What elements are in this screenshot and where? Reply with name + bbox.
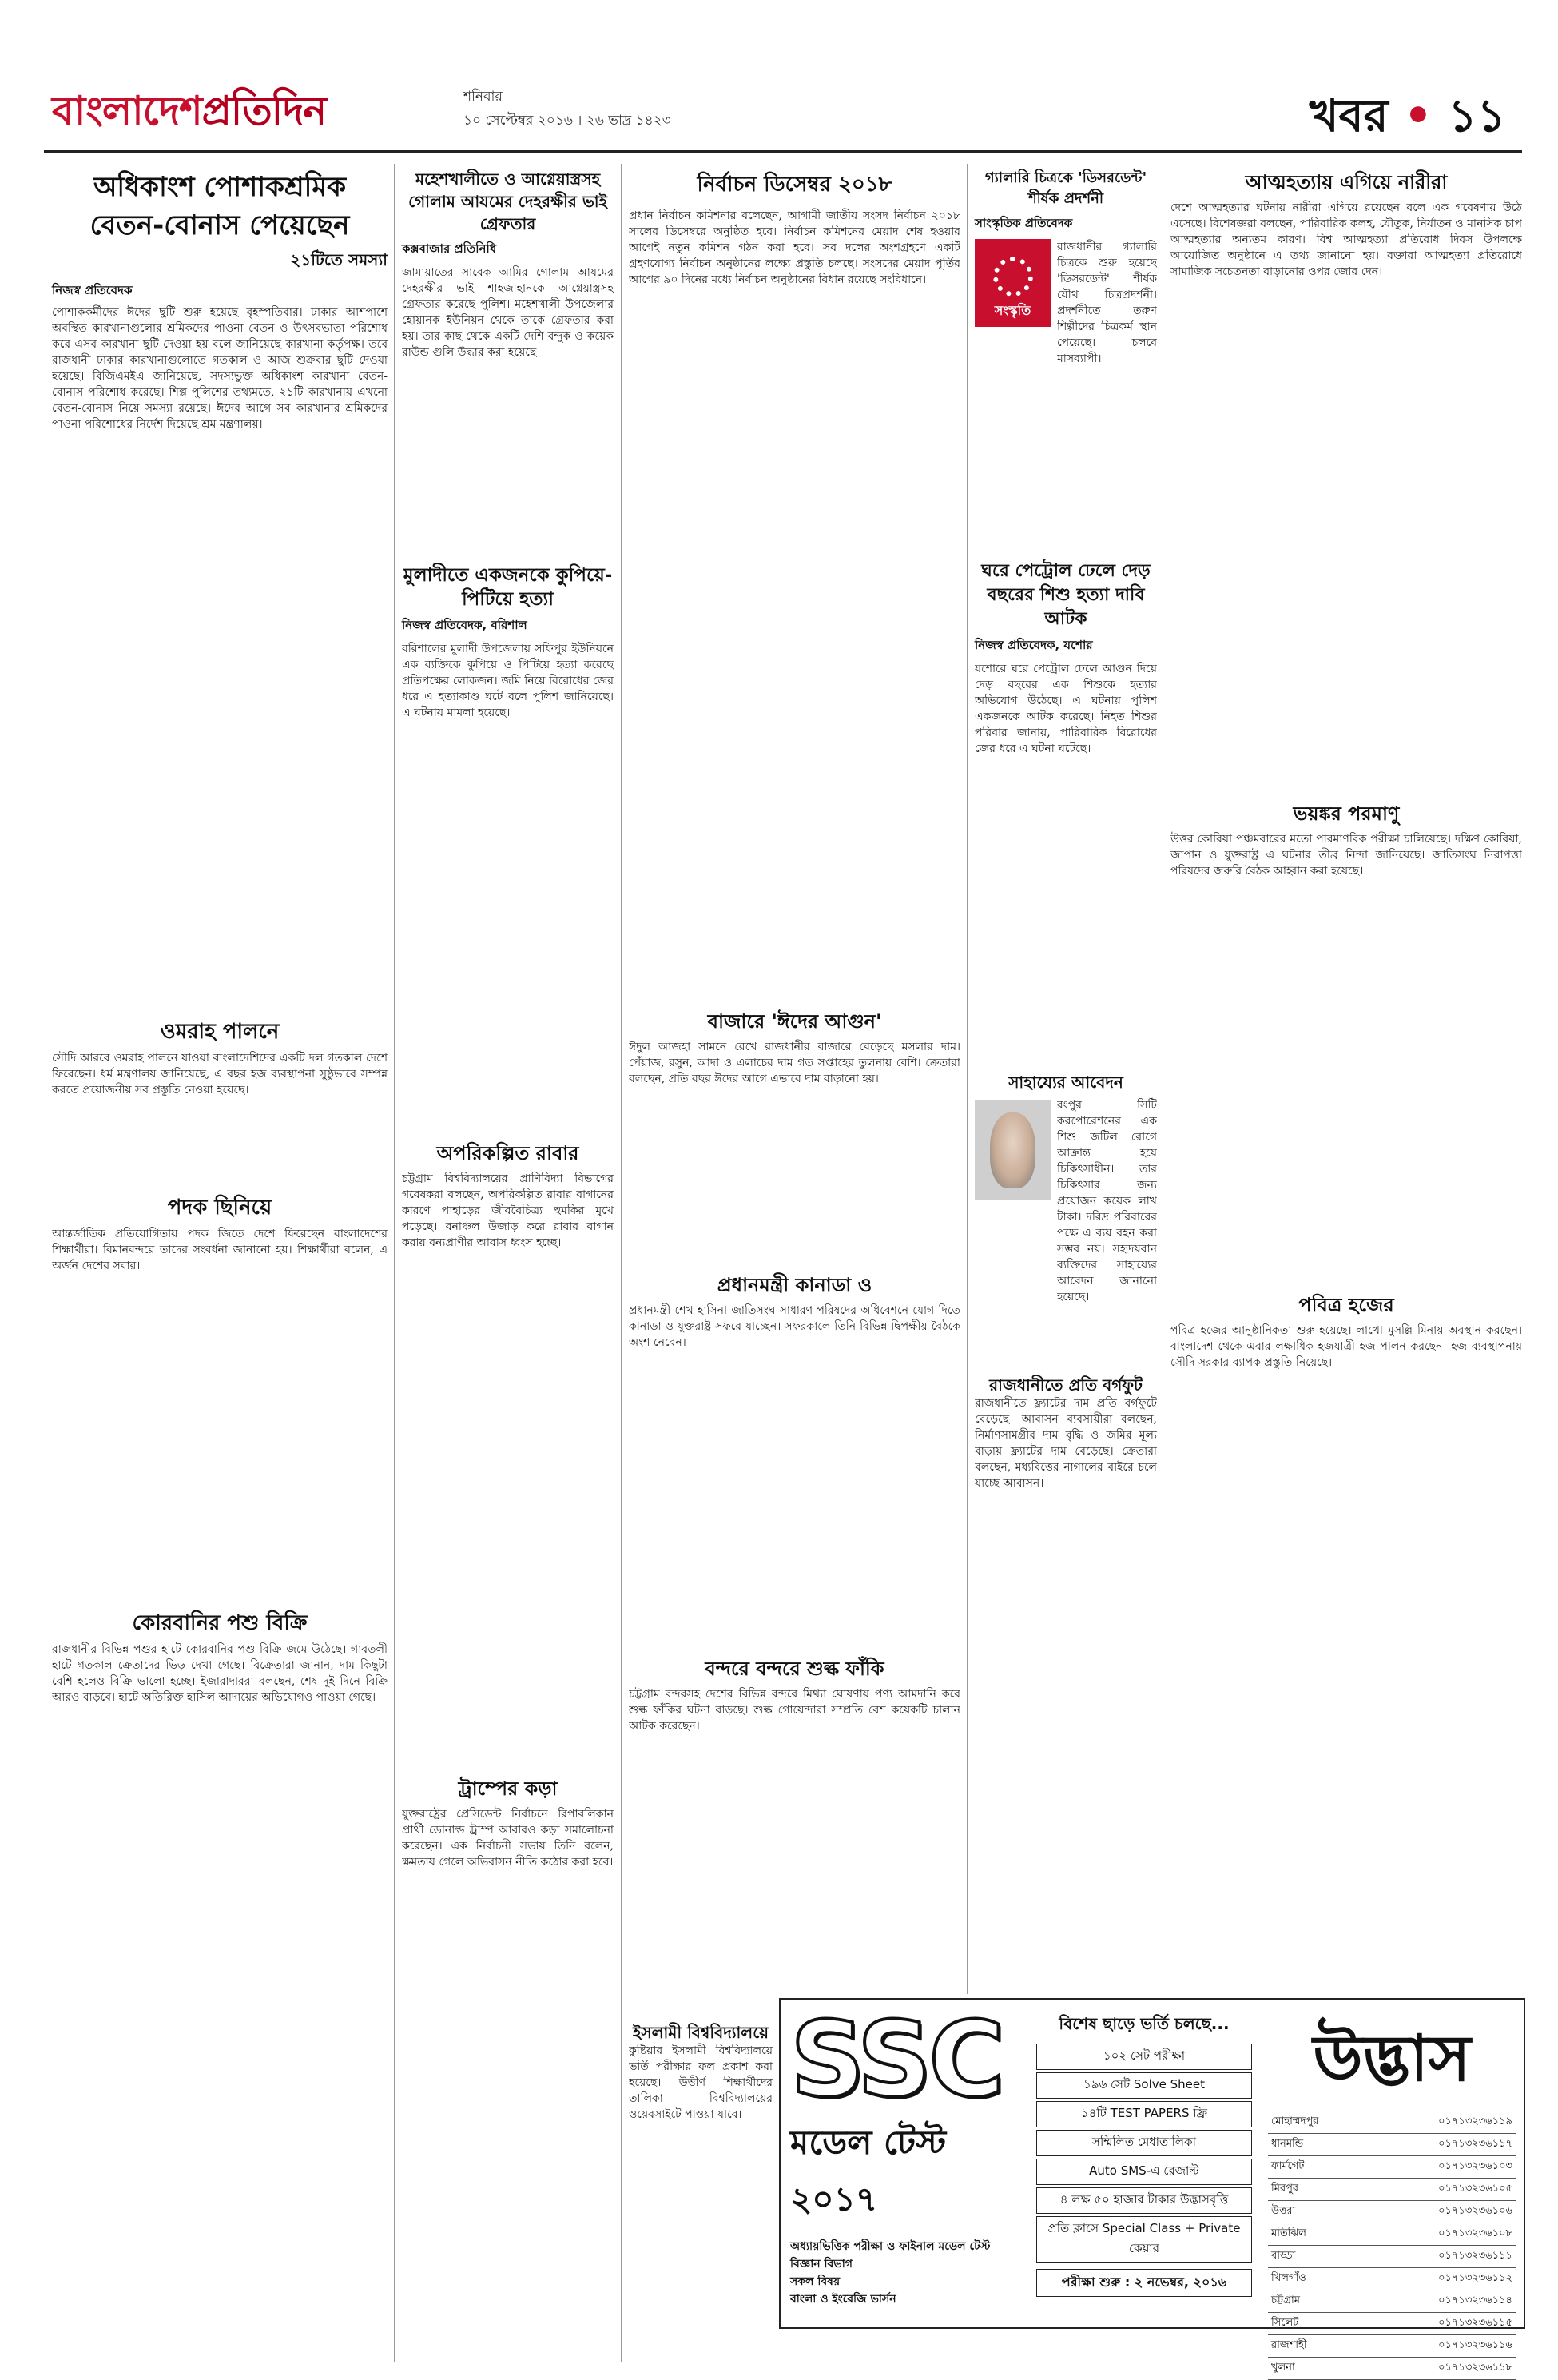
ad-feature: বিজ্ঞান বিভাগ [790, 2258, 853, 2271]
headline: ঘরে পেট্রোল ঢেলে দেড় বছরের শিশু হত্যা দাবি আটক [981, 561, 1151, 629]
article-body: চট্টগ্রাম বিশ্ববিদ্যালয়ের প্রাণিবিদ্যা বিভাগের গবেষকরা বলছেন, অপরিকল্পিত রাবার বাগানের কারণে পাহাড়ের জীববৈচিত্র্য হুমকির মুখে পড়েছে। বনাঞ্চল উজাড় করে রাবার বাগান করায় বন্যপ্রাণীর আবাস ধ্বংস হচ্ছে। [402, 1172, 614, 1249]
branch-phone: ০১৭১৩২৩৬১১২ [1438, 2272, 1512, 2284]
branch-name: ফার্মগেট [1271, 2160, 1305, 2172]
headline: আত্মহত্যায় এগিয়ে নারীরা [1245, 171, 1448, 193]
ad-feature: বাংলা ও ইংরেজি ভার্সন [790, 2293, 896, 2306]
article-body: উত্তর কোরিয়া পঞ্চমবারের মতো পারমাণবিক পরীক্ষা চালিয়েছে। দক্ষিণ কোরিয়া, জাপান ও যুক্তরাষ্ট্র এ ঘটনার তীব্র নিন্দা জানিয়েছে। জাতিসংঘ নিরাপত্তা পরিষদের জরুরি বৈঠক আহ্বান করা হয়েছে। [1170, 833, 1522, 878]
branch-row [1268, 2179, 1516, 2201]
ad-subtitle: মডেল টেস্ট ২০১৭ [790, 2123, 947, 2219]
branch-phone: ০১৭১৩২৩৬১১৪ [1438, 2294, 1512, 2306]
article-hajj[interactable] [1170, 1291, 1522, 1986]
ad-item: ১৪টি TEST PAPERS ফ্রি [1036, 2101, 1252, 2127]
column-divider [394, 164, 395, 2362]
culture-emblem [975, 239, 1051, 327]
headline: মহেশখালীতে ও আগ্নেয়াস্ত্রসহ গোলাম আযমের দেহরক্ষীর ভাই গ্রেফতার [408, 169, 607, 233]
article-body: জামায়াতের সাবেক আমির গোলাম আযমের দেহরক্ষীর ভাই শাহজাহানকে আগ্নেয়াস্ত্রসহ গ্রেফতার করেছে পুলিশ। মহেশখালী উপজেলার হোয়ানক ইউনিয়ন থেকে তাকে গ্রেফতার করা হয়। তার কাছ থেকে একটি দেশি বন্দুক ও কয়েক রাউন্ড গুলি উদ্ধার করা হয়েছে। [402, 266, 614, 359]
newspaper-logo[interactable] [52, 82, 326, 148]
branch-row [1268, 2201, 1516, 2223]
branch-row [1268, 2290, 1516, 2313]
byline: নিজস্ব প্রতিবেদক, যশোর [975, 638, 1093, 652]
branch-name: বাড্ডা [1271, 2250, 1296, 2262]
branch-name: রাজশাহী [1271, 2339, 1307, 2351]
ad-exam-start: পরীক্ষা শুরু : ২ নভেম্বর, ২০১৬ [1036, 2269, 1252, 2297]
article-suicide[interactable] [1170, 168, 1522, 807]
branch-row [1268, 2134, 1516, 2156]
byline: নিজস্ব প্রতিবেদক, বরিশাল [402, 618, 527, 632]
article-body: আন্তর্জাতিক প্রতিযোগিতায় পদক জিতে দেশে ফিরেছেন বাংলাদেশের শিক্ষার্থীরা। বিমানবন্দরে তাদের সংবর্ধনা জানানো হয়। শিক্ষার্থীরা বলেন, এ অর্জন দেশের সবার। [52, 1228, 388, 1272]
ad-item: ১৯৬ সেট Solve Sheet [1036, 2072, 1252, 2099]
article-garment-workers[interactable] [52, 168, 388, 1040]
branch-name: মিরপুর [1271, 2183, 1299, 2195]
article-body: পোশাককর্মীদের ঈদের ছুটি শুরু হয়েছে বৃহস্পতিবার। ঢাকার আশপাশে অবস্থিত কারখানাগুলোর শ্রমিকদের পাওনা বেতন ও উৎসবভাতা পরিশোধ করে এসব কারখানা ছুটি দেওয়া হয় বলে জানিয়েছে কারখানা কর্তৃপক্ষ। তবে রাজধানী ঢাকার কারখানাগুলোতে গতকাল ও আজ শুক্রবার ছুটি দেওয়া হয়েছে। বিজিএমইএ জানিয়েছে, সদস্যভুক্ত অধিকাংশ কারখানা বেতন-বোনাস পরিশোধ করেছে। শিল্প পুলিশের তথ্যমতে, ২১টি কারখানায় এখনো বেতন-বোনাস নিয়ে সমস্যা রয়েছে। ঈদের আগে সব কারখানার শ্রমিকদের পাওনা পরিশোধের নির্দেশ দিয়েছে শ্রম মন্ত্রণালয়। [52, 306, 388, 431]
branch-row [1268, 2335, 1516, 2358]
masthead-rule [44, 150, 1522, 153]
branch-name: উত্তরা [1271, 2205, 1296, 2217]
subhead: ২১টিতে সমস্যা [52, 245, 388, 275]
article-cattle-sale[interactable] [52, 1606, 388, 2329]
branch-name: মোহাম্মদপুর [1271, 2115, 1319, 2127]
ad-feature: অধ্যায়ভিত্তিক পরীক্ষা ও ফাইনাল মডেল টেস্ট [790, 2240, 991, 2253]
article-rubber[interactable] [402, 1139, 614, 1746]
article-child-murder[interactable] [975, 559, 1157, 1069]
column-divider [621, 164, 622, 2362]
headline: কোরবানির পশু বিক্রি [132, 1611, 308, 1635]
headline: বন্দরে বন্দরে শুল্ক ফাঁকি [705, 1658, 884, 1680]
article-body: ঈদুল আজহা সামনে রেখে রাজধানীর বাজারে বেড়েছে মসলার দাম। পেঁয়াজ, রসুন, আদা ও এলাচের দাম গত সপ্তাহের তুলনায় বেশি। ক্রেতারা বলছেন, প্রতি বছর ঈদের আগে এভাবে দাম বাড়ানো হয়। [629, 1041, 960, 1085]
article-market[interactable] [629, 1007, 960, 1279]
article-port-tax[interactable] [629, 1654, 960, 2038]
article-body: সৌদি আরবে ওমরাহ পালনে যাওয়া বাংলাদেশিদের একটি দল গতকাল দেশে ফিরেছেন। ধর্ম মন্ত্রণালয় জানিয়েছে, এ বছর হজ ব্যবস্থাপনা সুষ্ঠুভাবে সম্পন্ন করতে প্রয়োজনীয় সব প্রস্তুতি নেওয়া হয়েছে। [52, 1052, 388, 1096]
byline: কক্সবাজার প্রতিনিধি [402, 241, 497, 256]
section-header [1310, 82, 1506, 157]
headline: প্রধানমন্ত্রী কানাডা ও [717, 1274, 872, 1296]
article-body: দেশে আত্মহত্যার ঘটনায় নারীরা এগিয়ে রয়েছেন বলে এক গবেষণায় উঠে এসেছে। বিশেষজ্ঞরা বলছেন, পারিবারিক কলহ, যৌতুক, নির্যাতন ও মানসিক চাপ আত্মহত্যার অন্যতম কারণ। বিশ্ব আত্মহত্যা প্রতিরোধ দিবস উপলক্ষে আয়োজিত অনুষ্ঠানে এ তথ্য জানানো হয়। বক্তারা আত্মহত্যা প্রতিরোধে সামাজিক সচেতনতা বাড়ানোর ওপর জোর দেন। [1170, 201, 1522, 278]
branch-phone: ০১৭১৩২৩৬১০৫ [1438, 2183, 1512, 2195]
branch-name: সিলেট [1271, 2317, 1299, 2329]
article-islamic-university[interactable] [629, 2022, 773, 2298]
article-arrest[interactable] [402, 168, 614, 584]
advertisement-udvash[interactable] [779, 1998, 1525, 2374]
branch-name: খুলনা [1271, 2362, 1295, 2374]
article-body: রাজধানীর গ্যালারি চিত্রকে শুরু হয়েছে 'ডিসরডেন্ট' শীর্ষক যৌথ চিত্রপ্রদর্শনী। প্রদর্শনীতে তরুণ শিল্পীদের চিত্রকর্ম স্থান পেয়েছে। চলবে মাসব্যাপী। [1057, 241, 1157, 365]
byline: নিজস্ব প্রতিবেদক [52, 283, 133, 297]
headline: ওমরাহ পালনে [160, 1020, 280, 1044]
ad-item: Auto SMS-এ রেজাল্ট [1036, 2159, 1252, 2185]
article-art-exhibition[interactable] [975, 168, 1157, 527]
flower-icon [993, 257, 1033, 297]
ad-offer: বিশেষ ছাড়ে ভর্তি চলছে... [1059, 2014, 1230, 2033]
article-real-estate[interactable] [975, 1375, 1157, 1979]
branch-name: মতিঝিল [1271, 2227, 1306, 2239]
branch-row [1268, 2111, 1516, 2134]
ad-ssc: SSC [790, 1999, 1002, 2120]
page-number: ১১ [1448, 90, 1506, 142]
article-body: যুক্তরাষ্ট্রের প্রেসিডেন্ট নির্বাচনে রিপাবলিকান প্রার্থী ডোনাল্ড ট্রাম্প আবারও কড়া সমালোচনা করেছেন। এক নির্বাচনী সভায় তিনি বলেন, ক্ষমতায় গেলে অভিবাসন নীতি কঠোর করা হবে। [402, 1808, 614, 1869]
bullet-icon: • [1388, 90, 1449, 142]
headline-line2: বেতন-বোনাস পেয়েছেন [89, 209, 350, 241]
headline: নির্বাচন ডিসেম্বর ২০১৮ [697, 173, 892, 197]
branch-phone: ০১৭১৩২৩৬১১৫ [1438, 2317, 1512, 2329]
weekday: শনিবার [463, 89, 503, 105]
branch-name: খিলগাঁও [1271, 2272, 1306, 2284]
ad-item: ১০২ সেট পরীক্ষা [1036, 2044, 1252, 2070]
ad-offer-list [1036, 2008, 1252, 2299]
branch-row [1268, 2156, 1516, 2179]
headline: অপরিকল্পিত রাবার [436, 1142, 579, 1164]
logo-part2: প্রতিদিন [201, 88, 327, 134]
branch-row [1268, 2358, 1516, 2380]
article-body: বরিশালের মুলাদী উপজেলায় সফিপুর ইউনিয়নে এক ব্যক্তিকে কুপিয়ে ও পিটিয়ে হত্যা করেছে প্রতিপক্ষের লোকজন। জমি নিয়ে বিরোধের জের ধরে এ হত্যাকাণ্ড ঘটে বলে পুলিশ জানিয়েছে। এ ঘটনায় মামলা হয়েছে। [402, 643, 614, 719]
article-body: রংপুর সিটি করপোরেশনের এক শিশু জটিল রোগে আক্রান্ত হয়ে চিকিৎসাধীন। তার চিকিৎসার জন্য প্রয়োজন কয়েক লাখ টাকা। দরিদ্র পরিবারের পক্ষে এ ব্যয় বহন করা সম্ভব নয়। সহৃদয়বান ব্যক্তিদের সাহায্যের আবেদন জানানো হয়েছে। [1057, 1099, 1157, 1303]
ad-item: প্রতি ক্লাসে Special Class + Private কেয়ার [1036, 2216, 1252, 2263]
headline: পবিত্র হজের [1298, 1294, 1394, 1316]
branch-row [1268, 2223, 1516, 2246]
article-body: পবিত্র হজের আনুষ্ঠানিকতা শুরু হয়েছে। লাখো মুসল্লি মিনায় অবস্থান করছেন। বাংলাদেশ থেকে এবার লক্ষাধিক হজযাত্রী হজ পালন করছেন। হজ ব্যবস্থাপনায় সৌদি সরকার ব্যাপক প্রস্তুতি নিয়েছে। [1170, 1324, 1522, 1369]
ad-brand-logo: উদ্ভাস [1313, 2021, 1471, 2095]
article-body: যশোরে ঘরে পেট্রোল ঢেলে আগুন দিয়ে দেড় বছরের এক শিশুকে হত্যার অভিযোগ উঠেছে। এ ঘটনায় পুলিশ একজনকে আটক করেছে। নিহত শিশুর পরিবার জানায়, পারিবারিক বিরোধের জের ধরে এ ঘটনা ঘটেছে। [975, 663, 1157, 755]
article-body: প্রধান নির্বাচন কমিশনার বলেছেন, আগামী জাতীয় সংসদ নির্বাচন ২০১৮ সালের ডিসেম্বরে অনুষ্ঠিত হবে। নির্বাচন কমিশনের মেয়াদ শেষ হওয়ার আগেই নতুন কমিশন গঠন করা হবে। সব দলের অংশগ্রহণে একটি গ্রহণযোগ্য নির্বাচন অনুষ্ঠানের লক্ষ্যে প্রস্তুতি চলছে। সংসদের মেয়াদ পূর্তির আগের ৯০ দিনের মধ্যে নির্বাচন অনুষ্ঠানের বিধান রয়েছে সংবিধানে। [629, 209, 960, 286]
masthead [44, 74, 1522, 149]
article-body: কুষ্টিয়ার ইসলামী বিশ্ববিদ্যালয়ে ভর্তি পরীক্ষার ফল প্রকাশ করা হয়েছে। উত্তীর্ণ শিক্ষার্থীদের তালিকা বিশ্ববিদ্যালয়ের ওয়েবসাইটে পাওয়া যাবে। [629, 2044, 773, 2121]
child-face [990, 1112, 1035, 1188]
logo-part1: বাংলাদেশ [52, 88, 202, 134]
branch-phone: ০১৭১৩২৩৬১০৩ [1438, 2160, 1512, 2172]
branch-row [1268, 2268, 1516, 2290]
branch-row [1268, 2246, 1516, 2268]
headline: ইসলামী বিশ্ববিদ্যালয়ে [632, 2023, 769, 2042]
branch-phone: ০১৭১৩২৩৬১১৮ [1438, 2362, 1512, 2374]
ad-item: ৪ লক্ষ ৫০ হাজার টাকার উদ্ভাসবৃত্তি [1036, 2187, 1252, 2214]
headline: গ্যালারি চিত্রকে 'ডিসরডেন্ট' শীর্ষক প্রদর্শনী [984, 169, 1147, 207]
branch-phone: ০১৭১৩২৩৬১১১ [1438, 2250, 1512, 2262]
branch-phone: ০১৭১৩২৩৬১১৬ [1438, 2339, 1512, 2351]
ad-branch-table [1268, 2111, 1516, 2380]
dateline [463, 85, 671, 133]
headline: পদক ছিনিয়ে [167, 1196, 272, 1220]
article-trump[interactable] [402, 1774, 614, 2302]
column-divider [967, 164, 968, 1994]
branch-name: চট্টগ্রাম [1271, 2294, 1300, 2306]
branch-phone: ০১৭১৩২৩৬১১৭ [1438, 2138, 1512, 2150]
article-pm-canada[interactable] [629, 1271, 960, 1662]
article-muladi-murder[interactable] [402, 563, 614, 1089]
article-body: প্রধানমন্ত্রী শেখ হাসিনা জাতিসংঘ সাধারণ পরিষদের অধিবেশনে যোগ দিতে কানাডা ও যুক্তরাষ্ট্র সফরে যাচ্ছেন। সফরকালে তিনি বিভিন্ন দ্বিপক্ষীয় বৈঠকে অংশ নেবেন। [629, 1304, 960, 1349]
branch-phone: ০১৭১৩২৩৬১১৯ [1438, 2115, 1512, 2127]
article-election[interactable] [629, 168, 960, 1023]
headline: মুলাদীতে একজনকে কুপিয়ে-পিটিয়ে হত্যা [403, 565, 613, 610]
branch-row [1268, 2313, 1516, 2335]
headline: অধিকাংশ পোশাকশ্রমিক [93, 171, 347, 203]
headline: রাজধানীতে প্রতি বর্গফুট [989, 1375, 1143, 1395]
headline: ট্রাম্পের কড়া [458, 1777, 558, 1800]
article-umrah[interactable] [52, 1015, 388, 1186]
article-body: রাজধানীর বিভিন্ন পশুর হাটে কোরবানির পশু বিক্রি জমে উঠেছে। গাবতলী হাটে গতকাল ক্রেতাদের ভিড় দেখা গেছে। বিক্রেতারা জানান, দাম কিছুটা বেশি হলেও বিক্রি ভালো হচ্ছে। ইজারাদাররা বলছেন, শেষ দুই দিনে বিক্রি আরও বাড়বে। হাটে অতিরিক্ত হাসিল আদায়ের অভিযোগও পাওয়া গেছে। [52, 1643, 388, 1704]
article-body: রাজধানীতে ফ্ল্যাটের দাম প্রতি বর্গফুটে বেড়েছে। আবাসন ব্যবসায়ীরা বলছেন, নির্মাণসামগ্রীর দাম বৃদ্ধি ও জমির মূল্য বাড়ায় ফ্ল্যাটের দাম বেড়েছে। ক্রেতারা বলছেন, মধ্যবিত্তের নাগালের বাইরে চলে যাচ্ছে আবাসন। [975, 1397, 1157, 1490]
byline: সাংস্কৃতিক প্রতিবেদক [975, 216, 1073, 230]
branch-name: ধানমন্ডি [1271, 2138, 1304, 2150]
headline: সাহায্যের আবেদন [1008, 1073, 1123, 1092]
article-medal[interactable] [52, 1191, 388, 1626]
branch-phone: ০১৭১৩২৩৬১০৬ [1438, 2205, 1512, 2217]
ad-features [790, 2238, 1030, 2308]
emblem-label: সংস্কৃতি [994, 303, 1031, 318]
ad-item: সম্মিলিত মেধাতালিকা [1036, 2130, 1252, 2156]
headline: ভয়ঙ্কর পরমাণু [1293, 802, 1400, 825]
section-name: খবর [1309, 90, 1389, 142]
date: ১০ সেপ্টেম্বর ২০১৬ । ২৬ ভাদ্র ১৪২৩ [463, 113, 671, 129]
ad-ssc-block [790, 1999, 1030, 2308]
ad-feature: সকল বিষয় [790, 2275, 841, 2288]
child-photo [975, 1100, 1051, 1200]
article-body: চট্টগ্রাম বন্দরসহ দেশের বিভিন্ন বন্দরে মিথ্যা ঘোষণায় পণ্য আমদানি করে শুল্ক ফাঁকির ঘটনা বাড়ছে। শুল্ক গোয়েন্দারা সম্প্রতি বেশ কয়েকটি চালান আটক করেছেন। [629, 1688, 960, 1733]
article-appeal[interactable] [975, 1071, 1157, 1361]
article-nuclear[interactable] [1170, 799, 1522, 1295]
headline: বাজারে 'ঈদের আগুন' [707, 1010, 882, 1033]
branch-phone: ০১৭১৩২৩৬১০৮ [1438, 2227, 1512, 2239]
